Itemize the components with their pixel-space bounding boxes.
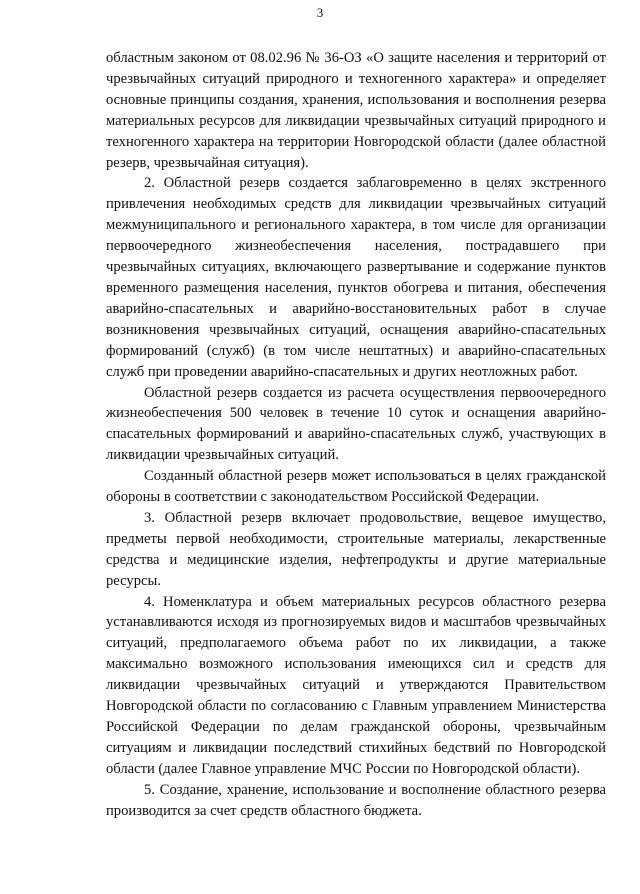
paragraph-4: Созданный областной резерв может использоваться в целях гражданской обороны в соответствии с законодательством Российской Федерации.	[106, 468, 606, 506]
paragraph-7: 5. Создание, хранение, использование и восполнение областного резерва производится за счет средств областного бюджета.	[106, 781, 606, 819]
document-body	[106, 48, 606, 822]
paragraph-6: 4. Номенклатура и объем материальных ресурсов областного резерва устанавливаются исходя из прогнозируемых видов и масштабов чрезвычайных ситуаций, предполагаемого объема работ по их ликвидации, а также максимально возможного использования имеющихся сил и средств для ликвидации чрезвычайных ситуаций и утверждаются Правительством Новгородской области по согласованию с Главным управлением Министерства Российской Федерации по делам гражданской обороны, чрезвычайным ситуациям и ликвидации последствий стихийных бедствий по Новгородской области (далее Главное управление МЧС России по Новгородской области).	[106, 593, 606, 777]
page-number: 3	[316, 5, 324, 20]
paragraph-3: Областной резерв создается из расчета осуществления первоочередного жизнеобеспечения 500 человек в течение 10 суток и оснащения аварийно-спасательных формирований и аварийно-спасательных служб, участвующих в ликвидации чрезвычайных ситуаций.	[106, 384, 606, 464]
paragraph-5: 3. Областной резерв включает продовольствие, вещевое имущество, предметы первой необходимости, строительные материалы, лекарственные средства и медицинские изделия, нефтепродукты и другие материальные ресурсы.	[106, 509, 606, 589]
paragraph-2: 2. Областной резерв создается заблаговременно в целях экстренного привлечения необходимых средств для ликвидации чрезвычайных ситуаций межмуниципального и регионального характера, в том числе для организации первоочередного жизнеобеспечения населения, пострадавшего при чрезвычайных ситуациях, включающего развертывание и содержание пунктов временного размещения населения, пунктов обогрева и питания, обеспечения аварийно-спасательных и аварийно-восстановительных работ в случае возникновения чрезвычайных ситуаций, оснащения аварийно-спасательных формирований (служб) (в том числе нештатных) и аварийно-спасательных служб при проведении аварийно-спасательных и других неотложных работ.	[106, 175, 606, 380]
paragraph-1: областным законом от 08.02.96 № 36-ОЗ «О защите населения и территорий от чрезвычайных ситуаций природного и техногенного характера» и определяет основные принципы создания, хранения, использования и восполнения резерва материальных ресурсов для ликвидации чрезвычайных ситуаций природного и техногенного характера на территории Новгородской области (далее областной резерв, чрезвычайная ситуация).	[106, 50, 606, 171]
